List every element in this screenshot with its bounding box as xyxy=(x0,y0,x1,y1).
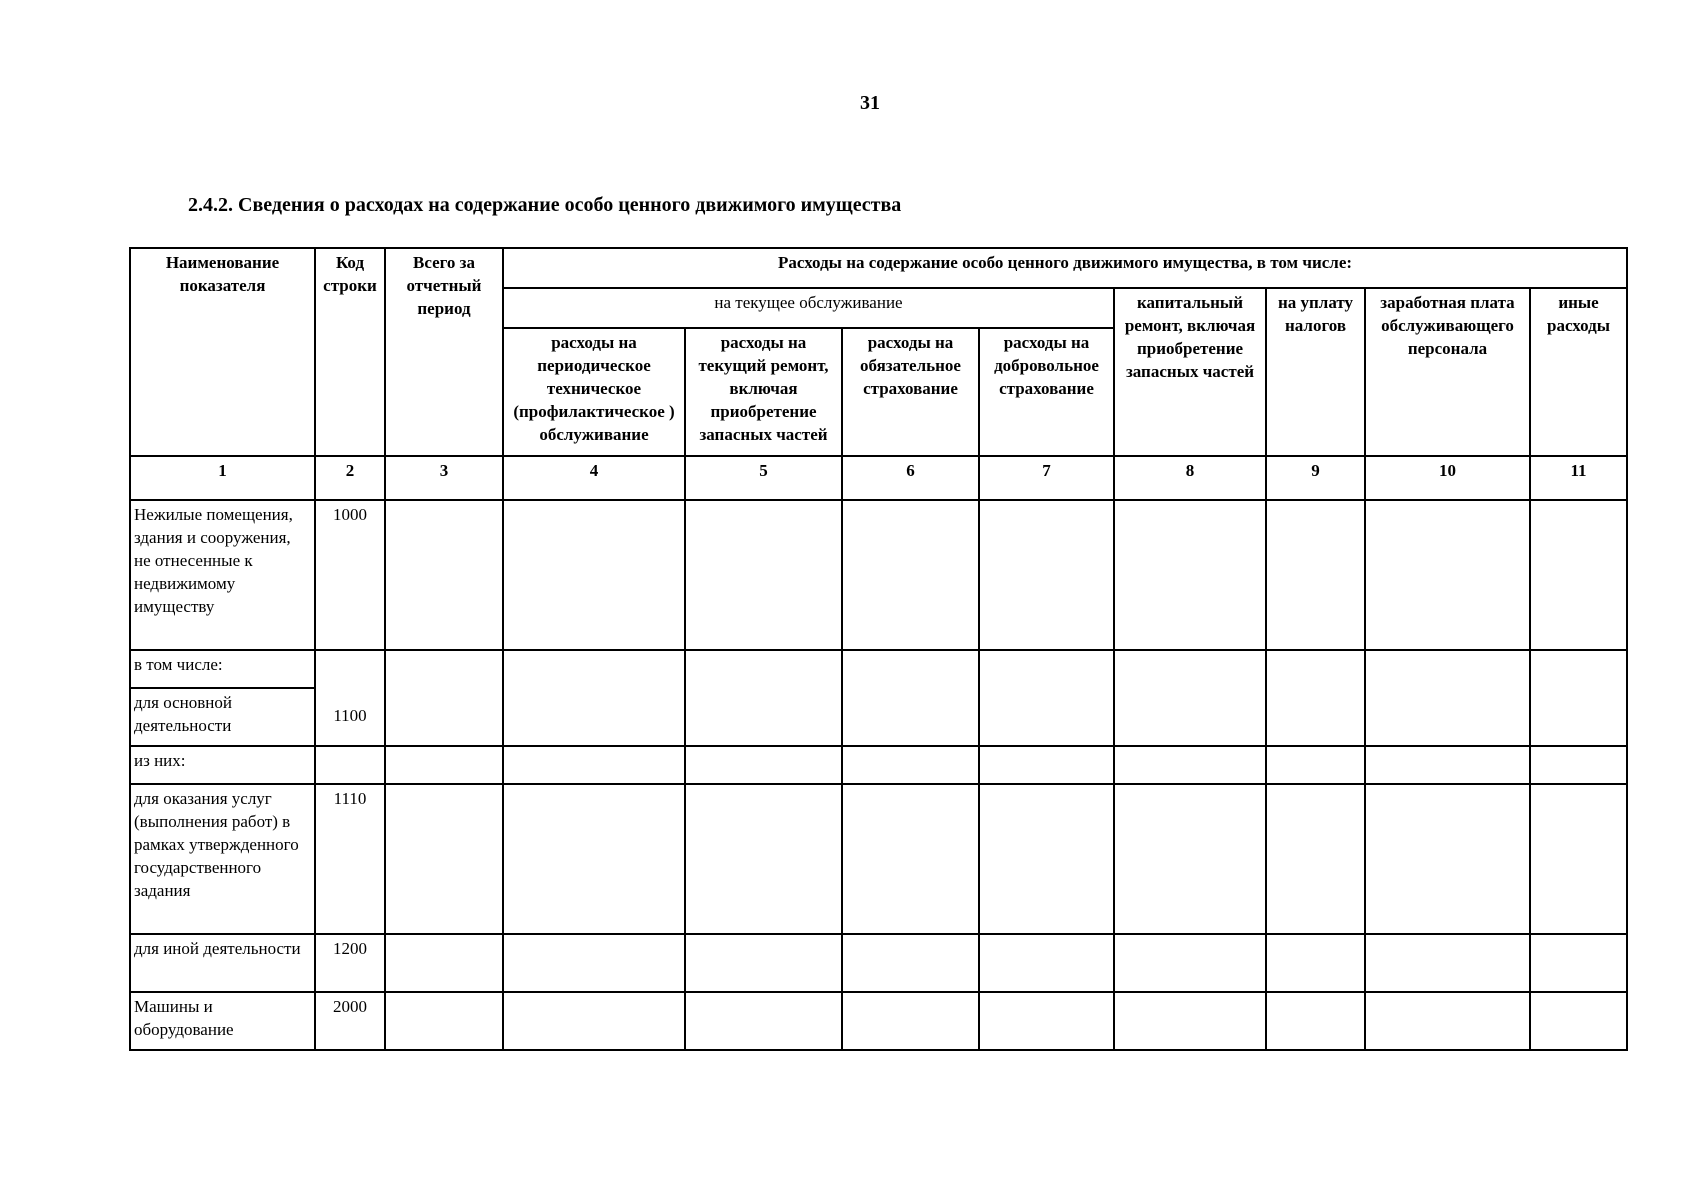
data-cell xyxy=(979,784,1114,934)
data-cell xyxy=(979,746,1114,784)
data-cell xyxy=(1530,784,1627,934)
header-code: Код строки xyxy=(315,248,385,456)
data-cell xyxy=(1266,650,1365,746)
column-number: 10 xyxy=(1365,456,1530,500)
section-title: 2.4.2. Сведения о расходах на содержание особо ценного движимого имущества xyxy=(188,194,902,216)
table-row xyxy=(130,746,1627,784)
row-name: Нежилые помещения, здания и сооружения, не отнесенные к недвижимому имуществу xyxy=(130,500,315,650)
column-number: 11 xyxy=(1530,456,1627,500)
row-name: для оказания услуг (выполнения работ) в рамках утвержденного государственного задания xyxy=(130,784,315,934)
data-cell xyxy=(503,650,685,746)
column-number: 5 xyxy=(685,456,842,500)
data-cell xyxy=(1114,746,1266,784)
data-cell xyxy=(842,500,979,650)
data-cell xyxy=(685,992,842,1050)
column-number: 7 xyxy=(979,456,1114,500)
column-numbers-row xyxy=(130,456,1627,500)
data-cell xyxy=(979,992,1114,1050)
row-name: из них: xyxy=(130,746,315,784)
data-cell xyxy=(1530,992,1627,1050)
data-cell xyxy=(1114,650,1266,746)
row-name: в том числе: xyxy=(130,650,315,688)
data-cell xyxy=(842,934,979,992)
data-cell xyxy=(315,746,385,784)
data-cell xyxy=(1530,650,1627,746)
table-row xyxy=(130,784,1627,934)
header-current-maintenance: на текущее обслуживание xyxy=(503,288,1114,328)
data-cell xyxy=(685,784,842,934)
row-code: 2000 xyxy=(315,992,385,1050)
data-cell xyxy=(842,746,979,784)
header-periodic: расходы на периодическое техническое (профилактическое ) обслуживание xyxy=(503,328,685,456)
header-expenses-group: Расходы на содержание особо ценного движимого имущества, в том числе: xyxy=(503,248,1627,288)
header-name: Наименование показателя xyxy=(130,248,315,456)
data-cell xyxy=(1114,992,1266,1050)
data-cell xyxy=(1266,784,1365,934)
data-cell xyxy=(1114,934,1266,992)
data-cell xyxy=(503,934,685,992)
data-cell xyxy=(842,992,979,1050)
data-cell xyxy=(685,746,842,784)
data-cell xyxy=(385,784,503,934)
row-code: 1000 xyxy=(315,500,385,650)
data-cell xyxy=(385,746,503,784)
page-number: 31 xyxy=(860,92,880,114)
data-cell xyxy=(979,500,1114,650)
data-cell xyxy=(685,650,842,746)
header-salary: заработная плата обслуживающего персонала xyxy=(1365,288,1530,456)
header-taxes: на уплату налогов xyxy=(1266,288,1365,456)
data-cell xyxy=(503,500,685,650)
column-number: 8 xyxy=(1114,456,1266,500)
data-cell xyxy=(979,934,1114,992)
data-cell xyxy=(842,650,979,746)
header-total: Всего за отчетный период xyxy=(385,248,503,456)
row-code: 1100 xyxy=(315,650,385,746)
data-cell xyxy=(1530,746,1627,784)
row-code: 1110 xyxy=(315,784,385,934)
data-cell xyxy=(1266,500,1365,650)
column-number: 3 xyxy=(385,456,503,500)
data-cell xyxy=(842,784,979,934)
table-row xyxy=(130,500,1627,650)
data-cell xyxy=(685,934,842,992)
data-cell xyxy=(503,992,685,1050)
table-row xyxy=(130,992,1627,1050)
data-cell xyxy=(1365,746,1530,784)
data-cell xyxy=(503,784,685,934)
data-cell xyxy=(1365,934,1530,992)
row-name: для основной деятельности xyxy=(130,688,315,746)
data-cell xyxy=(385,500,503,650)
data-cell xyxy=(385,992,503,1050)
table-row xyxy=(130,934,1627,992)
column-number: 9 xyxy=(1266,456,1365,500)
data-cell xyxy=(1365,500,1530,650)
row-name: для иной деятельности xyxy=(130,934,315,992)
table-row xyxy=(130,650,1627,688)
header-mandatory-insurance: расходы на обязательное страхование xyxy=(842,328,979,456)
column-number: 4 xyxy=(503,456,685,500)
data-cell xyxy=(1530,934,1627,992)
row-name: Машины и оборудование xyxy=(130,992,315,1050)
data-cell xyxy=(1365,784,1530,934)
header-voluntary-insurance: расходы на добровольное страхование xyxy=(979,328,1114,456)
data-cell xyxy=(503,746,685,784)
data-cell xyxy=(1365,992,1530,1050)
data-cell xyxy=(385,650,503,746)
data-cell xyxy=(1266,992,1365,1050)
expenses-table xyxy=(129,247,1628,1051)
data-cell xyxy=(979,650,1114,746)
column-number: 2 xyxy=(315,456,385,500)
data-cell xyxy=(1114,784,1266,934)
column-number: 6 xyxy=(842,456,979,500)
data-cell xyxy=(1266,934,1365,992)
data-cell xyxy=(385,934,503,992)
data-cell xyxy=(685,500,842,650)
column-number: 1 xyxy=(130,456,315,500)
header-capital-repair: капитальный ремонт, включая приобретение запасных частей xyxy=(1114,288,1266,456)
header-current-repair: расходы на текущий ремонт, включая приобретение запасных частей xyxy=(685,328,842,456)
data-cell xyxy=(1266,746,1365,784)
data-cell xyxy=(1530,500,1627,650)
data-cell xyxy=(1114,500,1266,650)
data-cell xyxy=(1365,650,1530,746)
row-code: 1200 xyxy=(315,934,385,992)
header-other: иные расходы xyxy=(1530,288,1627,456)
